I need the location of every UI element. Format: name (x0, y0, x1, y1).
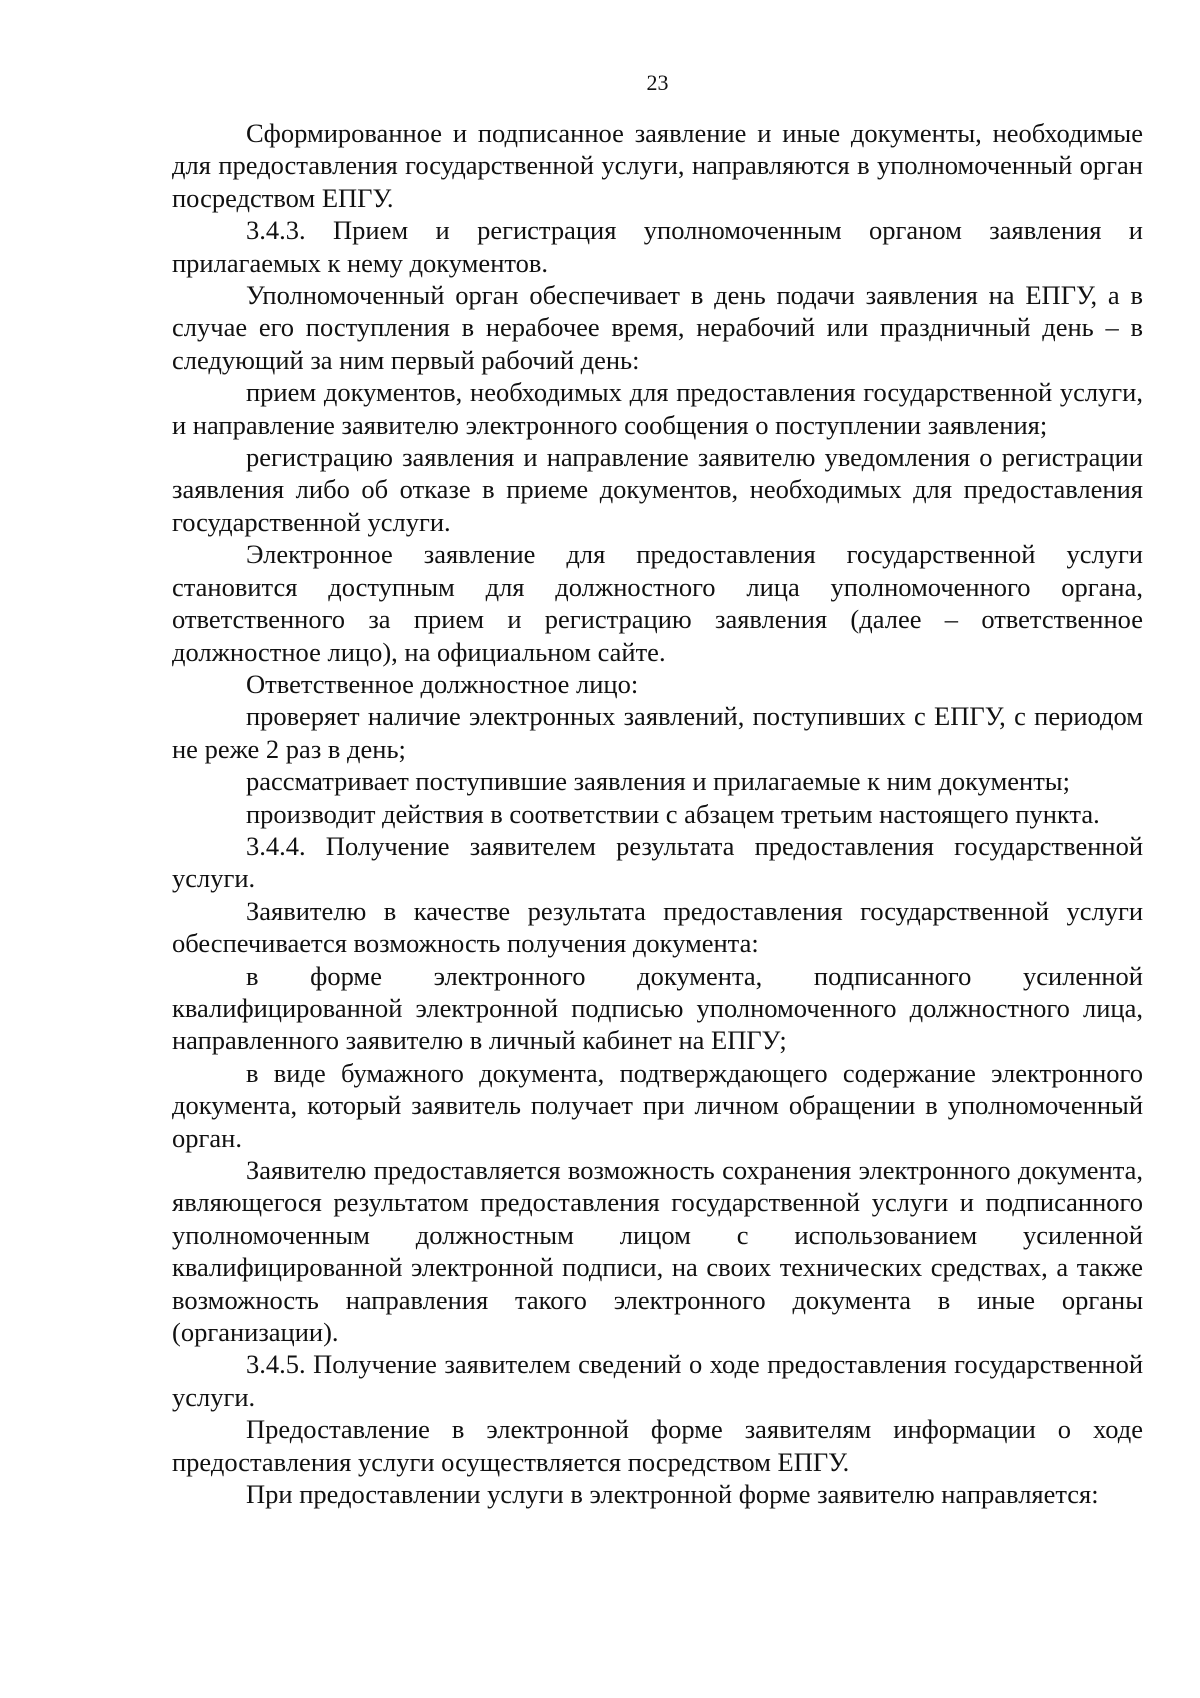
paragraph-section-3-4-3-heading: 3.4.3. Прием и регистрация уполномоченным органом заявления и прилагаемых к нему документов. (172, 215, 1143, 278)
paragraph-organ-ensures: Уполномоченный орган обеспечивает в день подачи заявления на ЕПГУ, а в случае его поступления в нерабочее время, нерабочий или праздничный день – в следующий за ним первый рабочий день: (172, 280, 1143, 375)
paragraph-submission-info: Сформированное и подписанное заявление и иные документы, необходимые для предоставления государственной услуги, направляются в уполномоченный орган посредством ЕПГУ. (172, 118, 1143, 213)
paragraph-progress-info: Предоставление в электронной форме заявителям информации о ходе предоставления услуги осуществляется посредством ЕПГУ. (172, 1414, 1143, 1477)
paragraph-section-3-4-4-heading: 3.4.4. Получение заявителем результата предоставления государственной услуги. (172, 830, 1143, 894)
paragraph-registration: регистрацию заявления и направление заявителю уведомления о регистрации заявления либо об отказе в приеме документов, необходимых для предоставления государственной услуги. (172, 442, 1143, 537)
paragraph-electronic-application: Электронное заявление для предоставления государственной услуги становится доступным для должностного лица уполномоченного органа, ответственного за прием и регистрацию заявления (далее – ответственное должностное лицо), на официальном сайте. (172, 539, 1143, 667)
paragraph-result-options: Заявителю в качестве результата предоставления государственной услуги обеспечивается возможность получения документа: (172, 895, 1143, 959)
paragraph-receipt-of-documents: прием документов, необходимых для предоставления государственной услуги, и направление заявителю электронного сообщения о поступлении заявления; (172, 377, 1143, 440)
paragraph-checks-applications: проверяет наличие электронных заявлений, поступивших с ЕПГУ, с периодом не реже 2 раз в день; (172, 701, 1143, 764)
paragraph-section-3-4-5-heading: 3.4.5. Получение заявителем сведений о ходе предоставления государственной услуги. (172, 1349, 1143, 1412)
document-body (172, 117, 1143, 1510)
paragraph-performs-actions: производит действия в соответствии с абзацем третьим настоящего пункта. (246, 798, 1100, 829)
paragraph-electronic-document-option: в форме электронного документа, подписанного усиленной квалифицированной электронной подписью уполномоченного должностного лица, направленного заявителю в личный кабинет на ЕПГУ; (172, 960, 1143, 1056)
page-number: 23 (646, 70, 669, 95)
paragraph-responsible-official: Ответственное должностное лицо: (246, 668, 639, 699)
paragraph-notifications-sent: При предоставлении услуги в электронной форме заявителю направляется: (246, 1479, 1099, 1510)
paragraph-saving-document: Заявителю предоставляется возможность сохранения электронного документа, являющегося результатом предоставления государственной услуги и подписанного уполномоченным должностным лицом с использованием усиленной квалифицированной электронной подписи, на своих технических средствах, а также возможность направления такого электронного документа в иные органы (организации). (172, 1155, 1143, 1348)
paragraph-paper-document-option: в виде бумажного документа, подтверждающего содержание электронного документа, который заявитель получает при личном обращении в уполномоченный орган. (172, 1057, 1143, 1153)
paragraph-reviews-applications: рассматривает поступившие заявления и прилагаемые к ним документы; (246, 766, 1070, 797)
